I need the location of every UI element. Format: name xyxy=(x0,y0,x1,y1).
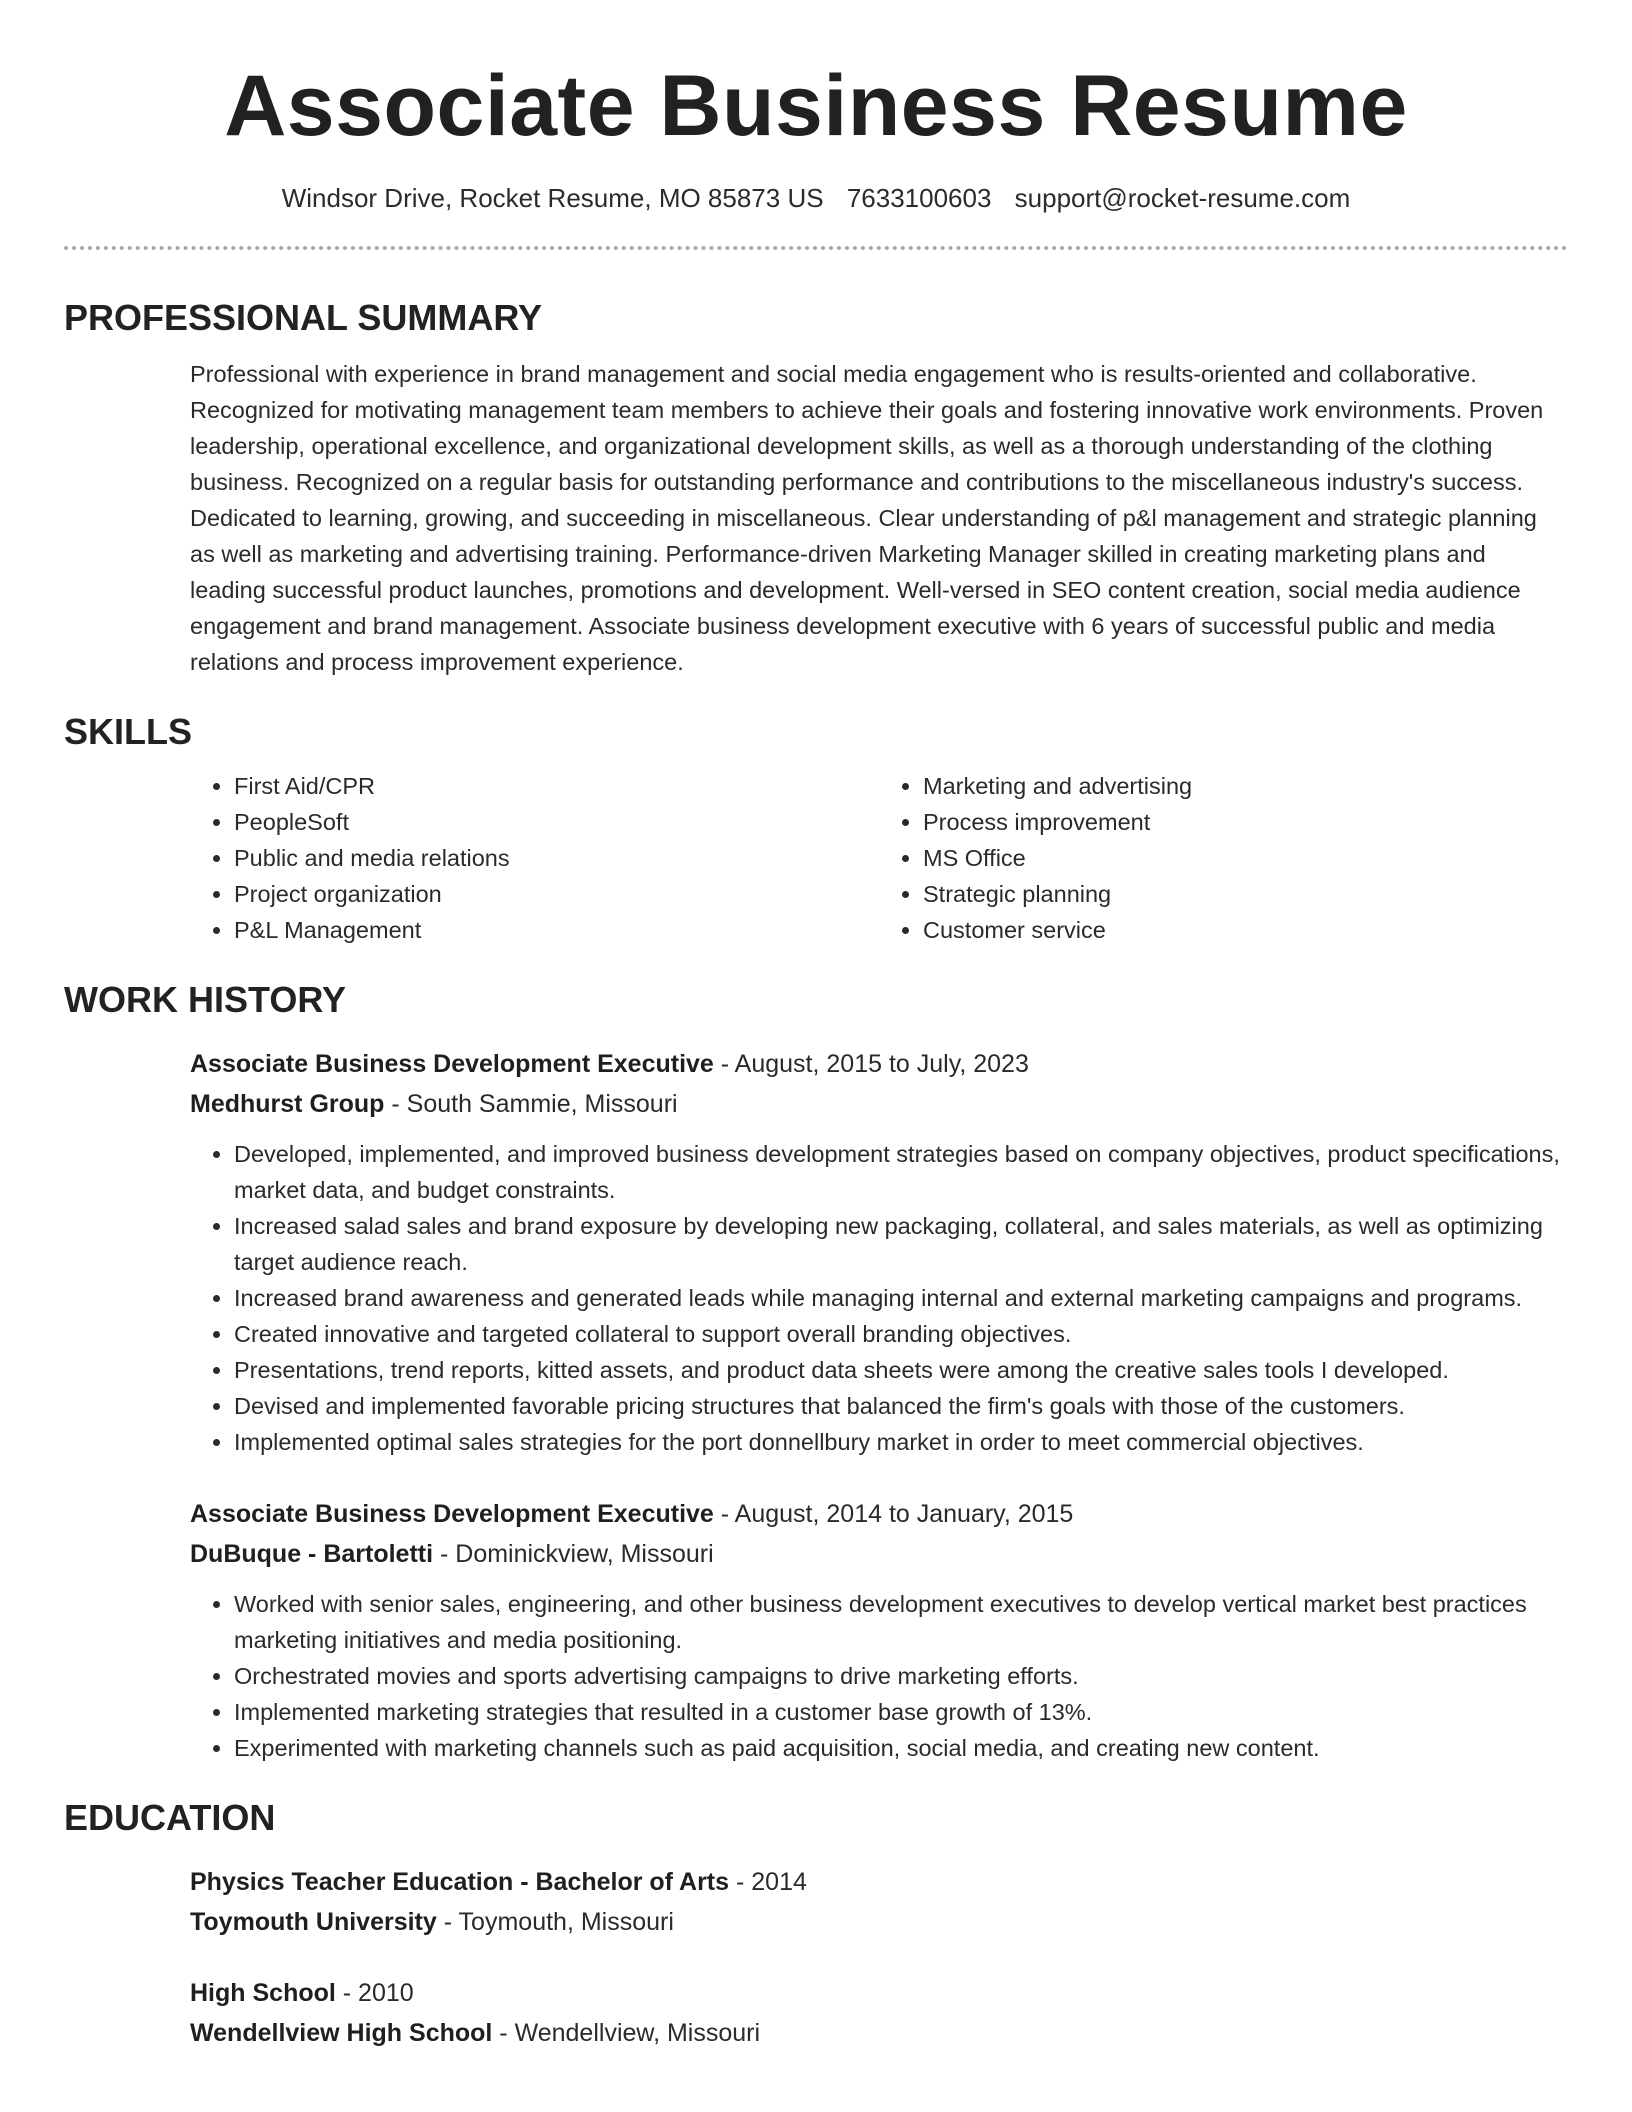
education-degree-line xyxy=(190,1862,1568,1902)
skill-item: • Marketing and advertising xyxy=(923,768,1568,804)
education-school-line xyxy=(190,2013,1568,2053)
section-title-summary: PROFESSIONAL SUMMARY xyxy=(64,297,543,338)
job-company: DuBuque - Bartoletti xyxy=(190,1540,434,1568)
job-location: - Dominickview, Missouri xyxy=(433,1540,714,1568)
contact-line xyxy=(64,182,1568,214)
job-dates: - August, 2014 to January, 2015 xyxy=(713,1500,1074,1528)
skill-item: • Strategic planning xyxy=(923,876,1568,912)
resume-title: Associate Business Resume xyxy=(224,58,1408,154)
education-degree-line xyxy=(190,1973,1568,2013)
education-school: Wendellview High School xyxy=(190,2019,493,2047)
skills-section xyxy=(190,768,1568,948)
section-title-skills: SKILLS xyxy=(64,711,193,752)
job-bullet: • Increased brand awareness and generated leads while managing internal and external marketing campaigns and programs. xyxy=(234,1280,1568,1316)
education-location: - Wendellview, Missouri xyxy=(492,2019,761,2047)
skills-list-left xyxy=(190,768,879,948)
summary-text: Professional with experience in brand management and social media engagement who is results-oriented and collaborative. Recognized for motivating management team members to achieve their goals and fostering innovative work environments. Proven leadership, operational excellence, and organizational development skills, as well as a thorough understanding of the clothing business. Recognized on a regular basis for outstanding performance and contributions to the miscellaneous industry's success. Dedicated to learning, growing, and succeeding in miscellaneous. Clear understanding of p&l management and strategic planning as well as marketing and advertising training. Performance-driven Marketing Manager skilled in creating marketing plans and leading successful product launches, promotions and development. Well-versed in SEO content creation, social media audience engagement and brand management. Associate business development executive with 6 years of successful public and media relations and process improvement experience. xyxy=(190,361,1544,675)
education-school: Toymouth University xyxy=(190,1908,437,1936)
job-bullet: • Implemented marketing strategies that resulted in a customer base growth of 13%. xyxy=(234,1694,1568,1730)
job-bullet: • Worked with senior sales, engineering, and other business development executives to develop vertical market best practices marketing initiatives and media positioning. xyxy=(234,1586,1568,1658)
skill-item: • Public and media relations xyxy=(234,840,879,876)
contact-email: support@rocket-resume.com xyxy=(1014,183,1351,213)
education-year: - 2010 xyxy=(335,1979,414,2007)
education-school-line xyxy=(190,1902,1568,1942)
education-year: - 2014 xyxy=(729,1868,807,1896)
education-entry xyxy=(190,1973,1568,2053)
skill-item: • First Aid/CPR xyxy=(234,768,879,804)
job-location: - South Sammie, Missouri xyxy=(384,1090,678,1118)
section-title-work: WORK HISTORY xyxy=(64,979,347,1020)
job-company: Medhurst Group xyxy=(190,1090,385,1118)
work-section xyxy=(190,1044,1568,1766)
education-section xyxy=(190,1862,1568,2053)
job-entry xyxy=(190,1494,1568,1766)
header-divider xyxy=(64,246,1568,250)
job-role: Associate Business Development Executive xyxy=(190,1500,714,1528)
job-bullets xyxy=(190,1586,1568,1766)
job-dates: - August, 2015 to July, 2023 xyxy=(713,1050,1029,1078)
job-bullet: • Presentations, trend reports, kitted assets, and product data sheets were among the creative sales tools I developed. xyxy=(234,1352,1568,1388)
job-company-line xyxy=(190,1084,1568,1124)
skill-item: • Project organization xyxy=(234,876,879,912)
job-bullet: • Increased salad sales and brand exposure by developing new packaging, collateral, and sales materials, as well as optimizing target audience reach. xyxy=(234,1208,1568,1280)
contact-phone: 7633100603 xyxy=(846,183,992,213)
education-location: - Toymouth, Missouri xyxy=(436,1908,674,1936)
job-entry xyxy=(190,1044,1568,1460)
contact-address: Windsor Drive, Rocket Resume, MO 85873 US xyxy=(281,183,824,213)
job-bullet: • Devised and implemented favorable pricing structures that balanced the firm's goals with those of the customers. xyxy=(234,1388,1568,1424)
job-bullet: • Created innovative and targeted collateral to support overall branding objectives. xyxy=(234,1316,1568,1352)
education-entry xyxy=(190,1862,1568,1942)
job-bullet: • Developed, implemented, and improved business development strategies based on company objectives, product specifications, market data, and budget constraints. xyxy=(234,1136,1568,1208)
section-title-education: EDUCATION xyxy=(64,1797,276,1838)
job-bullet: • Orchestrated movies and sports advertising campaigns to drive marketing efforts. xyxy=(234,1658,1568,1694)
job-bullet: • Implemented optimal sales strategies for the port donnellbury market in order to meet commercial objectives. xyxy=(234,1424,1568,1460)
job-role-line xyxy=(190,1494,1568,1534)
skill-item: • Customer service xyxy=(923,912,1568,948)
job-company-line xyxy=(190,1534,1568,1574)
education-degree: High School xyxy=(190,1979,336,2007)
skill-item: • P&L Management xyxy=(234,912,879,948)
job-bullet: • Experimented with marketing channels such as paid acquisition, social media, and creating new content. xyxy=(234,1730,1568,1766)
skill-item: • Process improvement xyxy=(923,804,1568,840)
skill-item: • MS Office xyxy=(923,840,1568,876)
skills-list-right xyxy=(879,768,1568,948)
job-role-line xyxy=(190,1044,1568,1084)
skill-item: • PeopleSoft xyxy=(234,804,879,840)
job-role: Associate Business Development Executive xyxy=(190,1050,714,1078)
education-degree: Physics Teacher Education - Bachelor of Arts xyxy=(190,1868,730,1896)
summary-section xyxy=(190,356,1568,680)
job-bullets xyxy=(190,1136,1568,1460)
